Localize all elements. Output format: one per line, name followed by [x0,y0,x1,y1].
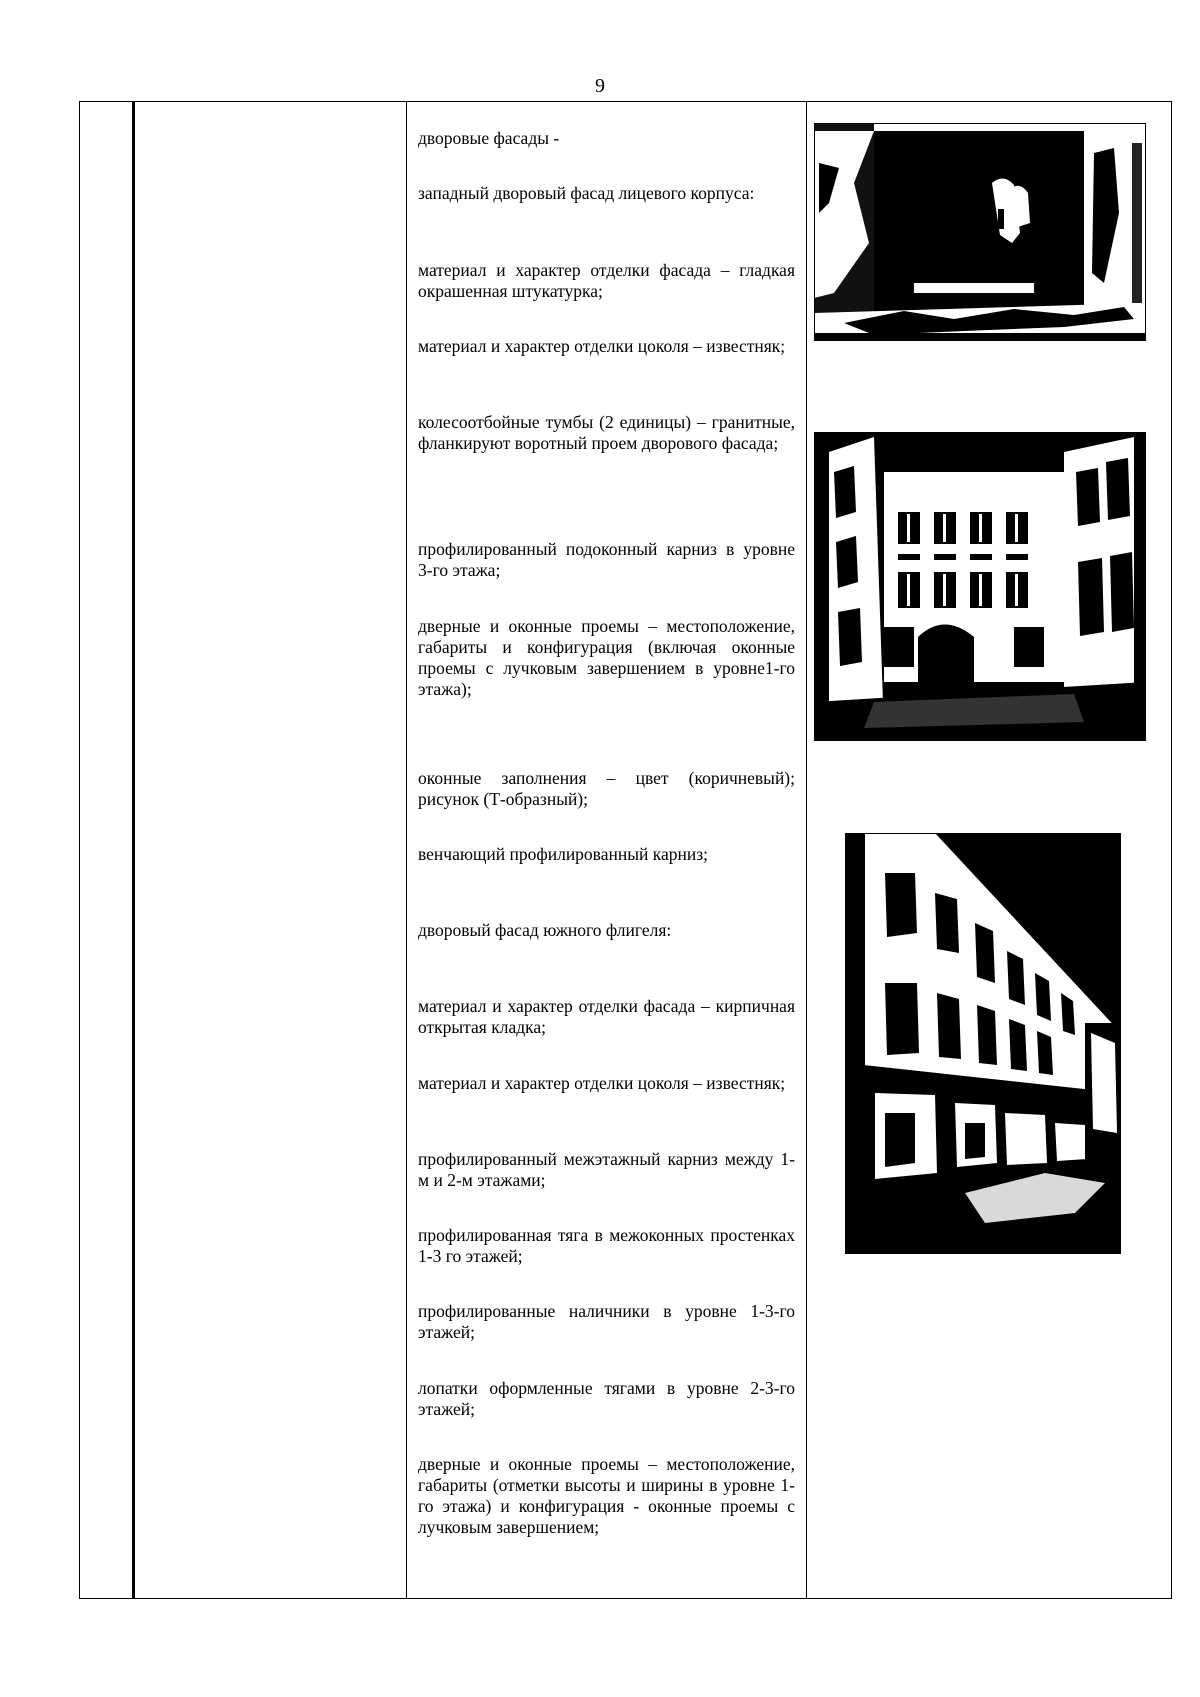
page-number: 9 [595,75,605,97]
description-item: западный дворовый фасад лицевого корпуса: [418,183,755,203]
description-item: венчающий профилированный карниз; [418,844,708,864]
photo-courtyard-facade [814,432,1146,741]
description-item: колесоотбойные тумбы (2 единицы) – гранитные, фланкируют воротный проем дворового фасада; [418,412,795,453]
description-item: оконные заполнения – цвет (коричневый); рисунок (Т-образный); [418,768,795,809]
description-item: лопатки оформленные тягами в уровне 2-3-го этажей; [418,1378,795,1419]
photo-courtyard-facade-image [814,432,1146,741]
description-item: материал и характер отделки фасада – кирпичная открытая кладка; [418,996,795,1037]
column-divider-3 [806,102,807,1598]
description-item: профилированный межэтажный карниз между 1-м и 2-м этажами; [418,1149,795,1190]
photo-south-wing-facade [845,833,1121,1254]
description-item: профилированные наличники в уровне 1-3-го этажей; [418,1301,795,1342]
description-item: дворовые фасады - [418,128,560,148]
column-divider-1 [132,102,135,1598]
photo-gate-passage [814,123,1146,341]
description-item: материал и характер отделки фасада – гладкая окрашенная штукатурка; [418,260,795,301]
description-item: материал и характер отделки цоколя – известняк; [418,1073,786,1093]
description-item: профилированный подоконный карниз в уровне 3-го этажа; [418,539,795,580]
photo-gate-passage-image [814,123,1146,341]
column-divider-2 [406,102,407,1598]
photo-south-wing-facade-image [845,833,1121,1254]
description-item: дверные и оконные проемы – местоположение, габариты и конфигурация (включая оконные проемы с лучковым завершением в уровне1-го этажа); [418,616,795,699]
description-item: профилированная тяга в межоконных простенках 1-3 го этажей; [418,1225,795,1266]
description-item: дворовый фасад южного флигеля: [418,920,672,940]
description-item: дверные и оконные проемы – местоположение, габариты (отметки высоты и ширины в уровне 1-го этажа) и конфигурация - оконные проемы с лучковым завершением; [418,1454,795,1537]
description-item: материал и характер отделки цоколя – известняк; [418,336,786,356]
